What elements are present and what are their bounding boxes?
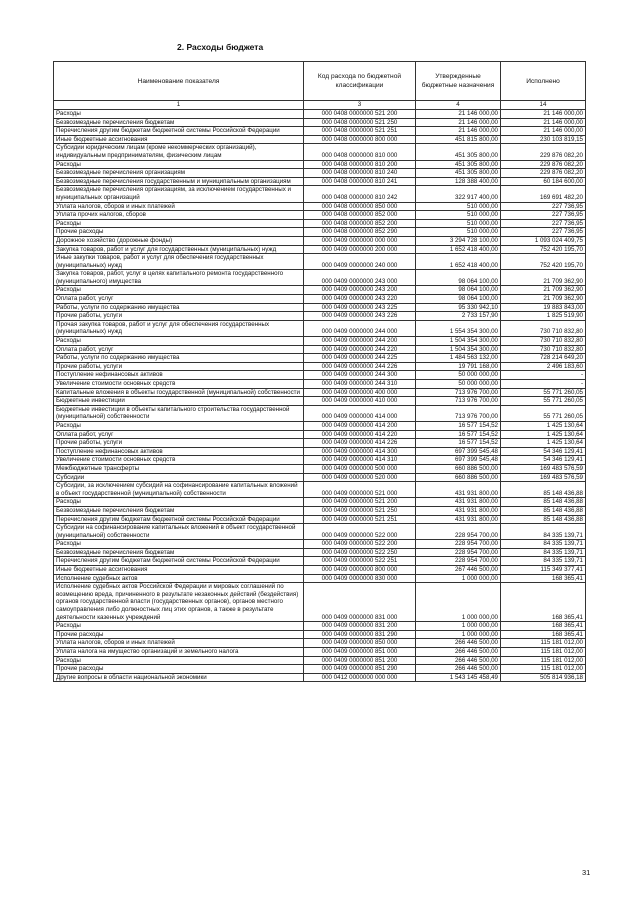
row-approved-cell: 1 000 000,00 bbox=[416, 583, 501, 622]
row-approved-cell: 266 446 500,00 bbox=[416, 648, 501, 657]
row-executed-cell: 21 146 000,00 bbox=[501, 110, 586, 119]
table-row bbox=[54, 673, 586, 682]
page-title: 2. Расходы бюджета bbox=[177, 42, 264, 52]
row-executed-cell: 168 365,41 bbox=[501, 583, 586, 622]
row-code-cell: 000 0408 0000000 800 000 bbox=[304, 135, 416, 144]
row-code-cell: 000 0409 0000000 831 290 bbox=[304, 630, 416, 639]
table-row bbox=[54, 506, 586, 515]
row-executed-cell: 730 710 832,80 bbox=[501, 320, 586, 336]
row-approved-cell: 1 000 000,00 bbox=[416, 622, 501, 631]
row-name-cell: Расходы bbox=[54, 498, 304, 507]
row-name-cell: Расходы bbox=[54, 622, 304, 631]
row-approved-cell: 50 000 000,00 bbox=[416, 371, 501, 380]
table-row bbox=[54, 320, 586, 336]
row-executed-cell: 1 425 130,64 bbox=[501, 439, 586, 448]
row-approved-cell: 1 543 145 458,49 bbox=[416, 673, 501, 682]
row-code-cell: 000 0409 0000000 520 000 bbox=[304, 473, 416, 482]
row-approved-cell: 21 146 000,00 bbox=[416, 110, 501, 119]
row-code-cell: 000 0409 0000000 521 250 bbox=[304, 506, 416, 515]
row-executed-cell: 1 093 024 409,75 bbox=[501, 236, 586, 245]
table-row bbox=[54, 524, 586, 540]
table-row bbox=[54, 583, 586, 622]
row-name-cell: Другие вопросы в области национальной экономики bbox=[54, 673, 304, 682]
row-name-cell: Безвозмездные перечисления бюджетам bbox=[54, 506, 304, 515]
row-executed-cell: 730 710 832,80 bbox=[501, 345, 586, 354]
row-code-cell: 000 0408 0000000 521 250 bbox=[304, 118, 416, 127]
row-code-cell: 000 0409 0000000 850 000 bbox=[304, 639, 416, 648]
row-approved-cell: 1 000 000,00 bbox=[416, 574, 501, 583]
row-code-cell: 000 0408 0000000 521 200 bbox=[304, 110, 416, 119]
row-code-cell: 000 0409 0000000 414 300 bbox=[304, 447, 416, 456]
page-number: 31 bbox=[582, 868, 591, 877]
table-row bbox=[54, 295, 586, 304]
row-name-cell: Безвозмездные перечисления государственным и муниципальным организациям bbox=[54, 177, 304, 186]
row-code-cell: 000 0409 0000000 521 200 bbox=[304, 498, 416, 507]
row-executed-cell: 84 335 139,71 bbox=[501, 548, 586, 557]
row-approved-cell: 451 305 800,00 bbox=[416, 160, 501, 169]
row-code-cell: 000 0409 0000000 414 226 bbox=[304, 439, 416, 448]
row-name-cell: Оплата работ, услуг bbox=[54, 430, 304, 439]
row-code-cell: 000 0408 0000000 810 241 bbox=[304, 177, 416, 186]
row-approved-cell: 1 504 354 300,00 bbox=[416, 345, 501, 354]
row-name-cell: Работы, услуги по содержанию имущества bbox=[54, 354, 304, 363]
row-approved-cell: 16 577 154,52 bbox=[416, 430, 501, 439]
table-row bbox=[54, 135, 586, 144]
row-name-cell: Прочая закупка товаров, работ и услуг для обеспечения государственных (муниципальных) нужд bbox=[54, 320, 304, 336]
row-code-cell: 000 0412 0000000 000 000 bbox=[304, 673, 416, 682]
row-code-cell: 000 0409 0000000 244 300 bbox=[304, 371, 416, 380]
row-name-cell: Закупка товаров, работ и услуг для государственных (муниципальных) нужд bbox=[54, 245, 304, 254]
header-col-number: 4 bbox=[416, 101, 501, 110]
row-executed-cell: 115 181 012,00 bbox=[501, 648, 586, 657]
row-approved-cell: 713 976 700,00 bbox=[416, 397, 501, 406]
row-name-cell: Закупка товаров, работ, услуг в целях капитального ремонта государственного (муниципального) имущества bbox=[54, 270, 304, 286]
row-name-cell: Расходы bbox=[54, 286, 304, 295]
row-approved-cell: 1 000 000,00 bbox=[416, 630, 501, 639]
row-approved-cell: 713 976 700,00 bbox=[416, 388, 501, 397]
table-row bbox=[54, 211, 586, 220]
row-executed-cell: 229 876 082,20 bbox=[501, 160, 586, 169]
row-executed-cell: 1 825 519,90 bbox=[501, 312, 586, 321]
row-executed-cell: 55 771 260,05 bbox=[501, 397, 586, 406]
row-code-cell: 000 0408 0000000 810 200 bbox=[304, 160, 416, 169]
table-row bbox=[54, 202, 586, 211]
budget-expenses-table-wrap bbox=[53, 61, 585, 682]
row-executed-cell: 730 710 832,80 bbox=[501, 337, 586, 346]
header-col-number: 14 bbox=[501, 101, 586, 110]
row-approved-cell: 431 931 800,00 bbox=[416, 506, 501, 515]
row-executed-cell: 21 146 000,00 bbox=[501, 118, 586, 127]
row-executed-cell: 227 736,95 bbox=[501, 211, 586, 220]
row-executed-cell: 60 184 600,00 bbox=[501, 177, 586, 186]
row-code-cell: 000 0408 0000000 810 242 bbox=[304, 186, 416, 202]
table-row bbox=[54, 186, 586, 202]
header-code: Код расхода по бюджетной классификации bbox=[304, 62, 416, 101]
row-executed-cell: 728 214 649,20 bbox=[501, 354, 586, 363]
row-executed-cell: 2 496 183,60 bbox=[501, 362, 586, 371]
row-approved-cell: 713 976 700,00 bbox=[416, 405, 501, 421]
row-executed-cell: 752 420 195,70 bbox=[501, 254, 586, 270]
row-executed-cell: 21 709 362,90 bbox=[501, 286, 586, 295]
row-approved-cell: 266 446 500,00 bbox=[416, 656, 501, 665]
row-executed-cell: 21 146 000,00 bbox=[501, 127, 586, 136]
row-code-cell: 000 0409 0000000 244 310 bbox=[304, 380, 416, 389]
row-code-cell: 000 0409 0000000 414 000 bbox=[304, 405, 416, 421]
header-name: Наименование показателя bbox=[54, 62, 304, 101]
table-row bbox=[54, 548, 586, 557]
row-code-cell: 000 0408 0000000 850 000 bbox=[304, 202, 416, 211]
row-name-cell: Прочие работы, услуги bbox=[54, 312, 304, 321]
row-executed-cell: 85 148 436,88 bbox=[501, 515, 586, 524]
row-approved-cell: 266 446 500,00 bbox=[416, 639, 501, 648]
row-code-cell: 000 0409 0000000 522 250 bbox=[304, 548, 416, 557]
row-name-cell: Прочие работы, услуги bbox=[54, 439, 304, 448]
header-col-number: 3 bbox=[304, 101, 416, 110]
row-name-cell: Иные бюджетные ассигнования bbox=[54, 135, 304, 144]
row-code-cell: 000 0409 0000000 000 000 bbox=[304, 236, 416, 245]
table-row bbox=[54, 380, 586, 389]
row-name-cell: Расходы bbox=[54, 540, 304, 549]
table-row bbox=[54, 456, 586, 465]
row-code-cell: 000 0409 0000000 243 220 bbox=[304, 295, 416, 304]
row-executed-cell: 84 335 139,71 bbox=[501, 557, 586, 566]
row-approved-cell: 267 446 500,00 bbox=[416, 566, 501, 575]
row-executed-cell: 168 365,41 bbox=[501, 622, 586, 631]
row-executed-cell: 21 709 362,90 bbox=[501, 270, 586, 286]
row-approved-cell: 451 305 800,00 bbox=[416, 144, 501, 160]
row-name-cell: Прочие работы, услуги bbox=[54, 362, 304, 371]
row-name-cell: Уплата прочих налогов, сборов bbox=[54, 211, 304, 220]
row-name-cell: Перечисления другим бюджетам бюджетной системы Российской Федерации bbox=[54, 127, 304, 136]
row-code-cell: 000 0409 0000000 400 000 bbox=[304, 388, 416, 397]
row-code-cell: 000 0409 0000000 244 225 bbox=[304, 354, 416, 363]
table-row bbox=[54, 345, 586, 354]
table-row bbox=[54, 397, 586, 406]
row-executed-cell: 168 365,41 bbox=[501, 630, 586, 639]
table-row bbox=[54, 127, 586, 136]
row-approved-cell: 266 446 500,00 bbox=[416, 665, 501, 674]
row-name-cell: Работы, услуги по содержанию имущества bbox=[54, 303, 304, 312]
row-executed-cell: 115 349 377,41 bbox=[501, 566, 586, 575]
row-name-cell: Оплата работ, услуг bbox=[54, 345, 304, 354]
row-approved-cell: 1 652 418 400,00 bbox=[416, 245, 501, 254]
row-code-cell: 000 0409 0000000 851 290 bbox=[304, 665, 416, 674]
row-code-cell: 000 0409 0000000 410 000 bbox=[304, 397, 416, 406]
row-code-cell: 000 0409 0000000 522 200 bbox=[304, 540, 416, 549]
row-executed-cell: 21 709 362,90 bbox=[501, 295, 586, 304]
row-approved-cell: 431 931 800,00 bbox=[416, 515, 501, 524]
row-executed-cell: 752 420 195,70 bbox=[501, 245, 586, 254]
table-row bbox=[54, 464, 586, 473]
row-name-cell: Капитальные вложения в объекты государственной (муниципальной) собственности bbox=[54, 388, 304, 397]
table-row bbox=[54, 648, 586, 657]
row-name-cell: Увеличение стоимости основных средств bbox=[54, 456, 304, 465]
row-name-cell: Расходы bbox=[54, 160, 304, 169]
row-code-cell: 000 0408 0000000 852 000 bbox=[304, 211, 416, 220]
budget-expenses-table bbox=[53, 61, 586, 682]
row-executed-cell: - bbox=[501, 371, 586, 380]
row-code-cell: 000 0409 0000000 800 000 bbox=[304, 566, 416, 575]
row-code-cell: 000 0409 0000000 851 200 bbox=[304, 656, 416, 665]
row-name-cell: Расходы bbox=[54, 337, 304, 346]
row-name-cell: Расходы bbox=[54, 421, 304, 430]
row-executed-cell: 227 736,95 bbox=[501, 228, 586, 237]
row-approved-cell: 3 294 728 100,00 bbox=[416, 236, 501, 245]
table-row bbox=[54, 303, 586, 312]
row-name-cell: Оплата работ, услуг bbox=[54, 295, 304, 304]
table-row bbox=[54, 160, 586, 169]
row-name-cell: Межбюджетные трансферты bbox=[54, 464, 304, 473]
row-executed-cell: 55 771 260,05 bbox=[501, 405, 586, 421]
table-row bbox=[54, 430, 586, 439]
row-code-cell: 000 0409 0000000 521 251 bbox=[304, 515, 416, 524]
row-approved-cell: 228 954 700,00 bbox=[416, 524, 501, 540]
row-code-cell: 000 0409 0000000 500 000 bbox=[304, 464, 416, 473]
row-approved-cell: 1 504 354 300,00 bbox=[416, 337, 501, 346]
table-row bbox=[54, 177, 586, 186]
row-code-cell: 000 0409 0000000 243 226 bbox=[304, 312, 416, 321]
row-executed-cell: 115 181 012,00 bbox=[501, 656, 586, 665]
table-row bbox=[54, 665, 586, 674]
row-executed-cell: 54 346 129,41 bbox=[501, 447, 586, 456]
table-row bbox=[54, 656, 586, 665]
row-name-cell: Расходы bbox=[54, 110, 304, 119]
table-row bbox=[54, 405, 586, 421]
row-approved-cell: 660 886 500,00 bbox=[416, 473, 501, 482]
row-code-cell: 000 0409 0000000 414 200 bbox=[304, 421, 416, 430]
row-code-cell: 000 0409 0000000 414 310 bbox=[304, 456, 416, 465]
row-name-cell: Исполнение судебных актов Российской Федерации и мировых соглашений по возмещению вреда, причиненного в результате незаконных действий (бездействия) органов государственной власти (государственных органов), органов местного самоуправления либо должностных лиц этих органов, а также в результате деятельности казенных учреждений bbox=[54, 583, 304, 622]
row-name-cell: Поступление нефинансовых активов bbox=[54, 371, 304, 380]
table-row bbox=[54, 286, 586, 295]
row-code-cell: 000 0409 0000000 244 200 bbox=[304, 337, 416, 346]
table-row bbox=[54, 498, 586, 507]
row-code-cell: 000 0408 0000000 852 290 bbox=[304, 228, 416, 237]
row-approved-cell: 1 652 418 400,00 bbox=[416, 254, 501, 270]
row-name-cell: Увеличение стоимости основных средств bbox=[54, 380, 304, 389]
row-executed-cell: 115 181 012,00 bbox=[501, 639, 586, 648]
table-row bbox=[54, 337, 586, 346]
row-executed-cell: 230 103 819,15 bbox=[501, 135, 586, 144]
row-executed-cell: - bbox=[501, 380, 586, 389]
row-name-cell: Субсидии юридическим лицам (кроме некоммерческих организаций), индивидуальным предпринимателям, физическим лицам bbox=[54, 144, 304, 160]
row-approved-cell: 228 954 700,00 bbox=[416, 557, 501, 566]
table-body bbox=[54, 110, 586, 682]
table-row bbox=[54, 447, 586, 456]
row-executed-cell: 227 736,95 bbox=[501, 219, 586, 228]
row-approved-cell: 228 954 700,00 bbox=[416, 548, 501, 557]
row-name-cell: Субсидии на софинансирование капитальных вложений в объект государственной (муниципальной) собственности bbox=[54, 524, 304, 540]
table-row bbox=[54, 439, 586, 448]
table-row bbox=[54, 362, 586, 371]
row-code-cell: 000 0409 0000000 522 000 bbox=[304, 524, 416, 540]
row-name-cell: Иные бюджетные ассигнования bbox=[54, 566, 304, 575]
row-code-cell: 000 0409 0000000 522 251 bbox=[304, 557, 416, 566]
row-approved-cell: 95 330 942,10 bbox=[416, 303, 501, 312]
row-code-cell: 000 0408 0000000 810 000 bbox=[304, 144, 416, 160]
row-executed-cell: 115 181 012,00 bbox=[501, 665, 586, 674]
table-row bbox=[54, 110, 586, 119]
row-name-cell: Уплата налогов, сборов и иных платежей bbox=[54, 202, 304, 211]
row-approved-cell: 510 000,00 bbox=[416, 228, 501, 237]
row-executed-cell: 229 876 082,20 bbox=[501, 169, 586, 178]
row-name-cell: Расходы bbox=[54, 656, 304, 665]
row-code-cell: 000 0408 0000000 521 251 bbox=[304, 127, 416, 136]
table-row bbox=[54, 118, 586, 127]
table-row bbox=[54, 270, 586, 286]
row-name-cell: Бюджетные инвестиции в объекты капитального строительства государственной (муниципальной) собственности bbox=[54, 405, 304, 421]
table-row bbox=[54, 228, 586, 237]
row-approved-cell: 16 577 154,52 bbox=[416, 439, 501, 448]
table-row bbox=[54, 540, 586, 549]
table-row bbox=[54, 639, 586, 648]
table-row bbox=[54, 144, 586, 160]
table-row bbox=[54, 169, 586, 178]
table-row bbox=[54, 574, 586, 583]
row-executed-cell: 54 346 129,41 bbox=[501, 456, 586, 465]
row-approved-cell: 98 064 100,00 bbox=[416, 295, 501, 304]
table-row bbox=[54, 421, 586, 430]
row-code-cell: 000 0409 0000000 243 200 bbox=[304, 286, 416, 295]
table-row bbox=[54, 388, 586, 397]
row-approved-cell: 1 484 563 132,00 bbox=[416, 354, 501, 363]
row-code-cell: 000 0409 0000000 244 000 bbox=[304, 320, 416, 336]
table-row bbox=[54, 473, 586, 482]
row-approved-cell: 98 064 100,00 bbox=[416, 286, 501, 295]
table-row bbox=[54, 236, 586, 245]
row-name-cell: Дорожное хозяйство (дорожные фонды) bbox=[54, 236, 304, 245]
row-name-cell: Безвозмездные перечисления организациям, за исключением государственных и муниципальных организаций bbox=[54, 186, 304, 202]
row-name-cell: Безвозмездные перечисления организациям bbox=[54, 169, 304, 178]
row-name-cell: Уплата налогов, сборов и иных платежей bbox=[54, 639, 304, 648]
row-approved-cell: 510 000,00 bbox=[416, 211, 501, 220]
row-approved-cell: 431 931 800,00 bbox=[416, 498, 501, 507]
row-executed-cell: 227 736,95 bbox=[501, 202, 586, 211]
row-approved-cell: 510 000,00 bbox=[416, 202, 501, 211]
row-executed-cell: 168 365,41 bbox=[501, 574, 586, 583]
row-approved-cell: 322 917 400,00 bbox=[416, 186, 501, 202]
row-executed-cell: 169 483 576,59 bbox=[501, 464, 586, 473]
row-name-cell: Безвозмездные перечисления бюджетам bbox=[54, 548, 304, 557]
row-code-cell: 000 0409 0000000 831 200 bbox=[304, 622, 416, 631]
row-name-cell: Бюджетные инвестиции bbox=[54, 397, 304, 406]
table-row bbox=[54, 557, 586, 566]
row-code-cell: 000 0409 0000000 200 000 bbox=[304, 245, 416, 254]
table-row bbox=[54, 254, 586, 270]
table-row bbox=[54, 515, 586, 524]
row-code-cell: 000 0409 0000000 414 220 bbox=[304, 430, 416, 439]
row-executed-cell: 505 814 936,18 bbox=[501, 673, 586, 682]
table-row bbox=[54, 630, 586, 639]
row-executed-cell: 169 691 482,20 bbox=[501, 186, 586, 202]
table-row bbox=[54, 245, 586, 254]
table-row bbox=[54, 219, 586, 228]
row-name-cell: Поступление нефинансовых активов bbox=[54, 447, 304, 456]
row-approved-cell: 697 399 545,48 bbox=[416, 447, 501, 456]
row-approved-cell: 697 399 545,48 bbox=[416, 456, 501, 465]
row-approved-cell: 228 954 700,00 bbox=[416, 540, 501, 549]
row-code-cell: 000 0408 0000000 810 240 bbox=[304, 169, 416, 178]
row-name-cell: Перечисления другим бюджетам бюджетной системы Российской Федерации bbox=[54, 515, 304, 524]
row-name-cell: Расходы bbox=[54, 219, 304, 228]
row-executed-cell: 85 148 436,88 bbox=[501, 482, 586, 498]
row-name-cell: Субсидии bbox=[54, 473, 304, 482]
row-code-cell: 000 0409 0000000 244 226 bbox=[304, 362, 416, 371]
table-row bbox=[54, 312, 586, 321]
row-approved-cell: 660 886 500,00 bbox=[416, 464, 501, 473]
table-row bbox=[54, 354, 586, 363]
row-name-cell: Субсидии, за исключением субсидий на софинансирование капитальных вложений в объект государственной (муниципальной) собственности bbox=[54, 482, 304, 498]
row-approved-cell: 50 000 000,00 bbox=[416, 380, 501, 389]
row-name-cell: Безвозмездные перечисления бюджетам bbox=[54, 118, 304, 127]
row-executed-cell: 84 335 139,71 bbox=[501, 524, 586, 540]
row-code-cell: 000 0409 0000000 244 220 bbox=[304, 345, 416, 354]
header-approved: Утвержденные бюджетные назначения bbox=[416, 62, 501, 101]
row-code-cell: 000 0409 0000000 521 000 bbox=[304, 482, 416, 498]
row-executed-cell: 85 148 436,88 bbox=[501, 498, 586, 507]
row-name-cell: Уплата налога на имущество организаций и земельного налога bbox=[54, 648, 304, 657]
row-executed-cell: 229 876 082,20 bbox=[501, 144, 586, 160]
row-name-cell: Прочие расходы bbox=[54, 630, 304, 639]
header-executed: Исполнено bbox=[501, 62, 586, 101]
row-approved-cell: 16 577 154,52 bbox=[416, 421, 501, 430]
row-approved-cell: 1 554 354 300,00 bbox=[416, 320, 501, 336]
row-approved-cell: 21 146 000,00 bbox=[416, 118, 501, 127]
table-row bbox=[54, 622, 586, 631]
row-executed-cell: 169 483 576,59 bbox=[501, 473, 586, 482]
header-col-number: 1 bbox=[54, 101, 304, 110]
row-name-cell: Прочие расходы bbox=[54, 228, 304, 237]
table-row bbox=[54, 566, 586, 575]
row-approved-cell: 128 388 400,00 bbox=[416, 177, 501, 186]
row-executed-cell: 1 425 130,64 bbox=[501, 430, 586, 439]
row-executed-cell: 55 771 260,05 bbox=[501, 388, 586, 397]
row-name-cell: Иные закупки товаров, работ и услуг для обеспечения государственных (муниципальных) нужд bbox=[54, 254, 304, 270]
row-name-cell: Перечисления другим бюджетам бюджетной системы Российской Федерации bbox=[54, 557, 304, 566]
row-approved-cell: 451 815 800,00 bbox=[416, 135, 501, 144]
row-code-cell: 000 0409 0000000 830 000 bbox=[304, 574, 416, 583]
row-approved-cell: 451 305 800,00 bbox=[416, 169, 501, 178]
row-approved-cell: 21 146 000,00 bbox=[416, 127, 501, 136]
row-name-cell: Исполнение судебных актов bbox=[54, 574, 304, 583]
row-approved-cell: 98 064 100,00 bbox=[416, 270, 501, 286]
row-code-cell: 000 0409 0000000 240 000 bbox=[304, 254, 416, 270]
row-approved-cell: 510 000,00 bbox=[416, 219, 501, 228]
table-row bbox=[54, 482, 586, 498]
row-code-cell: 000 0409 0000000 243 225 bbox=[304, 303, 416, 312]
row-approved-cell: 19 791 168,00 bbox=[416, 362, 501, 371]
row-code-cell: 000 0409 0000000 831 000 bbox=[304, 583, 416, 622]
row-executed-cell: 19 883 843,00 bbox=[501, 303, 586, 312]
row-executed-cell: 85 148 436,88 bbox=[501, 506, 586, 515]
row-name-cell: Прочие расходы bbox=[54, 665, 304, 674]
row-code-cell: 000 0409 0000000 851 000 bbox=[304, 648, 416, 657]
row-code-cell: 000 0409 0000000 243 000 bbox=[304, 270, 416, 286]
row-executed-cell: 84 335 139,71 bbox=[501, 540, 586, 549]
row-code-cell: 000 0408 0000000 852 200 bbox=[304, 219, 416, 228]
table-row bbox=[54, 371, 586, 380]
row-executed-cell: 1 425 130,64 bbox=[501, 421, 586, 430]
row-approved-cell: 2 733 157,90 bbox=[416, 312, 501, 321]
row-approved-cell: 431 931 800,00 bbox=[416, 482, 501, 498]
